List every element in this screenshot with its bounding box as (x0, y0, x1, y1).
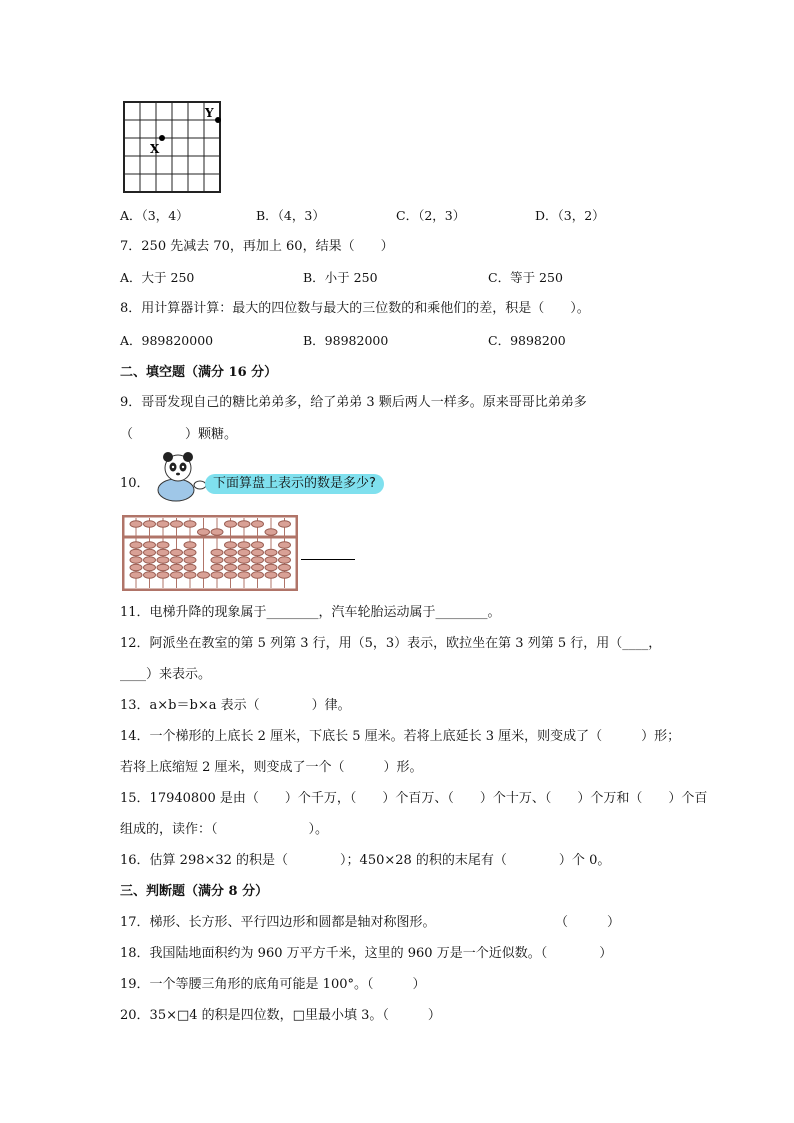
abacus-bead (171, 557, 183, 564)
q13-text: 13．a×b＝b×a 表示（ ）律。 (120, 698, 351, 713)
q14-line2: 若将上底缩短 2 厘米，则变成了一个（ ）形。 (120, 760, 423, 775)
abacus-bead (225, 542, 237, 549)
abacus-bead (157, 557, 169, 564)
abacus-bead (211, 529, 223, 536)
abacus-bead (279, 572, 291, 579)
q8-option-c: C．9898200 (488, 333, 566, 348)
grid-label-x: X (150, 142, 160, 156)
abacus-bead (238, 564, 250, 571)
abacus-bead (130, 572, 142, 579)
abacus-bead (184, 564, 196, 571)
abacus-bead (225, 521, 237, 528)
abacus-bead (238, 542, 250, 549)
q6-option-a: A．（3，4） (120, 208, 189, 223)
abacus-bead (171, 521, 183, 528)
abacus-bead (252, 572, 264, 579)
grid-label-y: Y (205, 106, 214, 120)
abacus-bead (130, 557, 142, 564)
q6-option-d: D．（3，2） (535, 208, 605, 223)
coordinate-grid (122, 100, 222, 199)
q19-text: 19．一个等腰三角形的底角可能是 100°。（ ） (120, 977, 426, 992)
abacus-bead (157, 542, 169, 549)
abacus-bead (265, 549, 277, 556)
abacus-bead (238, 557, 250, 564)
abacus-bead (238, 521, 250, 528)
abacus-bead (171, 549, 183, 556)
abacus-bead (211, 572, 223, 579)
q7-option-a: A．大于 250 (120, 270, 195, 285)
abacus-image (122, 515, 298, 595)
q14-line1: 14．一个梯形的上底长 2 厘米，下底长 5 厘米。若将上底延长 3 厘米，则变成了（ ）形； (120, 729, 681, 744)
abacus-bead (211, 557, 223, 564)
abacus-bead (265, 572, 277, 579)
abacus-bead (265, 557, 277, 564)
q8-option-a: A．989820000 (120, 333, 214, 348)
abacus-bead (252, 557, 264, 564)
abacus-bead (238, 549, 250, 556)
abacus-bead (144, 542, 156, 549)
q6-option-b: B．（4，3） (256, 208, 325, 223)
abacus-bead (144, 572, 156, 579)
abacus-bead (184, 572, 196, 579)
abacus-bead (157, 549, 169, 556)
abacus-bead (144, 557, 156, 564)
q7-option-b: B．小于 250 (303, 270, 378, 285)
q15-line2: 组成的，读作：（ ）。 (120, 822, 329, 837)
q18-text: 18．我国陆地面积约为 960 万平方千米，这里的 960 万是一个近似数。（ ） (120, 946, 613, 961)
abacus-bead (265, 564, 277, 571)
abacus-bead (198, 529, 210, 536)
q20-text: 20．35×□4 的积是四位数，□里最小填 3。（ ） (120, 1008, 441, 1023)
abacus-bead (225, 557, 237, 564)
abacus-bead (184, 557, 196, 564)
point-y (215, 117, 221, 123)
panda-mascot-icon (150, 452, 210, 506)
q15-line1: 15．17940800 是由（ ）个千万，（ ）个百万、（ ）个十万、（ ）个万和（ ）个百 (120, 791, 708, 806)
abacus-bead (130, 521, 142, 528)
q17-paren: （ ） (555, 915, 621, 930)
q8-option-b: B．98982000 (303, 333, 389, 348)
abacus-bead (252, 549, 264, 556)
abacus-bead (211, 549, 223, 556)
abacus-bead (198, 572, 210, 579)
q10-number: 10． (120, 476, 150, 491)
abacus-bead (184, 542, 196, 549)
abacus-bead (130, 564, 142, 571)
q17-text: 17．梯形、长方形、平行四边形和圆都是轴对称图形。 (120, 915, 436, 930)
abacus-bead (184, 549, 196, 556)
abacus-bead (211, 564, 223, 571)
q9-line1: 9．哥哥发现自己的糖比弟弟多，给了弟弟 3 颗后两人一样多。原来哥哥比弟弟多 (120, 395, 587, 410)
q10-speech-bubble: 下面算盘上表示的数是多少? (205, 474, 384, 494)
q12-line2: ____）来表示。 (120, 667, 212, 682)
q7-text: 7．250 先减去 70，再加上 60，结果（ ） (120, 239, 394, 254)
abacus-bead (238, 572, 250, 579)
q10-answer-line[interactable] (301, 559, 355, 560)
q7-option-c: C．等于 250 (488, 270, 563, 285)
abacus-bead (157, 572, 169, 579)
abacus-bead (144, 549, 156, 556)
abacus-bead (279, 521, 291, 528)
abacus-bead (130, 549, 142, 556)
abacus-bead (225, 564, 237, 571)
abacus-bead (279, 542, 291, 549)
abacus-bead (252, 521, 264, 528)
abacus-bead (157, 521, 169, 528)
abacus-bead (279, 557, 291, 564)
abacus-bead (171, 564, 183, 571)
section-judgment-title: 三、判断题（满分 8 分） (120, 884, 269, 899)
abacus-bead (171, 572, 183, 579)
abacus-bead (279, 549, 291, 556)
q11-text: 11．电梯升降的现象属于________，汽车轮胎运动属于________。 (120, 605, 501, 620)
q8-text: 8．用计算器计算：最大的四位数与最大的三位数的和乘他们的差，积是（ ）。 (120, 301, 590, 316)
abacus-bead (130, 542, 142, 549)
abacus-bead (184, 521, 196, 528)
point-x (159, 135, 165, 141)
abacus-bead (265, 529, 277, 536)
abacus-bead (157, 564, 169, 571)
q12-line1: 12．阿派坐在教室的第 5 列第 3 行，用（5，3）表示，欧拉坐在第 3 列第 5 行，用（____， (120, 636, 662, 651)
abacus-bead (252, 564, 264, 571)
abacus-bead (225, 572, 237, 579)
section-fill-in-title: 二、填空题（满分 16 分） (120, 365, 278, 380)
q6-option-c: C．（2，3） (396, 208, 466, 223)
abacus-bead (144, 564, 156, 571)
abacus-bead (225, 549, 237, 556)
q9-line2: （ ）颗糖。 (120, 427, 238, 442)
abacus-bead (252, 542, 264, 549)
q16-text: 16．估算 298×32 的积是（ ）；450×28 的积的末尾有（ ）个 0。 (120, 853, 611, 868)
abacus-bead (144, 521, 156, 528)
abacus-bead (279, 564, 291, 571)
